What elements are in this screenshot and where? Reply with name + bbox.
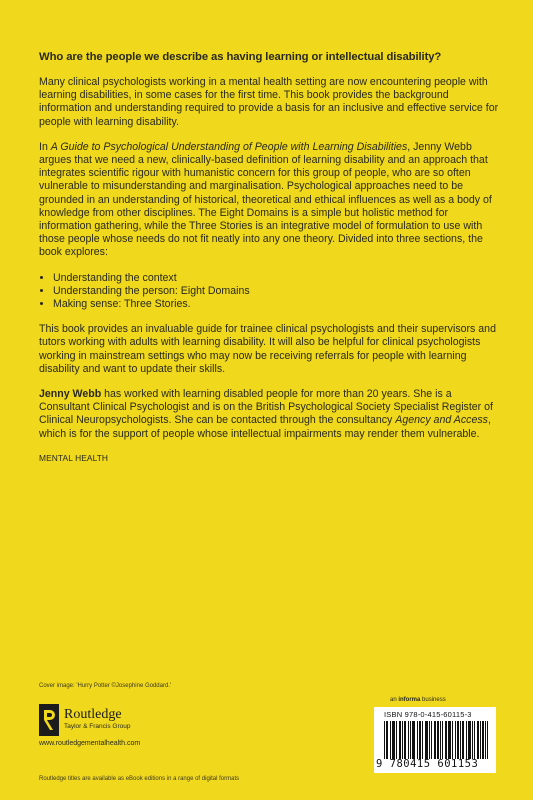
barcode-bar [450, 721, 451, 759]
barcode-bar [472, 721, 473, 759]
description-lead: In [39, 140, 51, 153]
description-paragraph [39, 141, 499, 260]
barcode-bar [477, 721, 478, 759]
barcode-bar [408, 721, 409, 759]
author-text-2: , which is for the support of people whose intellectual impairments may render them vulnerable. [39, 414, 491, 440]
informa-business: an informa business [390, 697, 446, 703]
barcode-bar [483, 721, 484, 759]
barcode-bar [412, 721, 413, 759]
list-item: • Understanding the context [53, 272, 499, 285]
barcode-bar [413, 721, 414, 759]
barcode-bar [460, 721, 461, 759]
barcode-bar [434, 721, 435, 759]
barcode-bar [404, 721, 405, 759]
barcode-bar [390, 721, 391, 759]
category-label: MENTAL HEALTH [39, 452, 109, 463]
barcode-bar [458, 721, 459, 759]
list-item: • Understanding the person: Eight Domains [53, 285, 499, 298]
barcode-bar [384, 721, 385, 759]
barcode-bar [440, 721, 441, 759]
barcode-bar [457, 721, 458, 759]
barcode-bar [417, 721, 418, 759]
intro-paragraph: Many clinical psychologists working in a mental health setting are now encountering people with learning disabilities, in some cases for the first time. This book provides the background information and understanding required to provide a basis for an inclusive and effective service for people with learning disability. [39, 76, 499, 128]
barcode-bar [420, 721, 421, 759]
publisher-website: www.routledgementalhealth.com [39, 740, 141, 747]
consultancy-name: Agency and Access [395, 414, 488, 427]
barcode-bar [396, 721, 397, 759]
barcode-bar [469, 721, 470, 759]
description-rest: , Jenny Webb argues that we need a new, clinically-based definition of learning disability and an approach that integrates scientific rigour with humanistic concern for this group of people, who are so often vulnerable to misunderstanding and marginalisation. Psychological approaches need to be grounded in an understanding of historical, theoretical and ethical influences as well as a body of knowledge from other disciplines. The Eight Domains is a simple but holistic method for information gathering, while the Three Stories is an integrative model of formulation to use with those people whose needs do not fit neatly into any one theory. Divided into three sections, the book explores: [39, 140, 492, 259]
barcode-bar [466, 721, 467, 759]
barcode-bar [392, 721, 393, 759]
barcode-bar [463, 721, 464, 759]
barcode-bar [402, 721, 403, 759]
barcode-bar [468, 721, 469, 759]
barcode-bar [455, 721, 456, 759]
headline: Who are the people we describe as having learning or intellectual disability? [39, 51, 442, 63]
barcode-bar [442, 721, 443, 759]
barcode-bar [452, 721, 453, 759]
barcode-bar [431, 721, 432, 759]
barcode-bar [386, 721, 387, 759]
barcode-bar [446, 721, 447, 759]
publisher-name: Routledge [64, 707, 122, 722]
barcode-bar [482, 721, 483, 759]
publisher-group: Taylor & Francis Group [64, 723, 131, 730]
barcode-bar [425, 721, 426, 759]
barcode-bar [400, 721, 401, 759]
barcode-bar [419, 721, 420, 759]
isbn-label: ISBN 978-0-415-60115-3 [384, 710, 472, 719]
list-item: • Making sense: Three Stories. [53, 298, 499, 311]
barcode-bar [414, 721, 415, 759]
barcode-bar [427, 721, 428, 759]
barcode-bar [429, 721, 430, 759]
ebook-note: Routledge titles are available as eBook editions in a range of digital formats [39, 776, 240, 782]
author-text-1: has worked with learning disabled people for more than 20 years. She is a Consultant Clinical Psychologist and is on the British Psychological Society Specialist Register of Clinical Neuropsychologists. She can be contacted through the consultancy [39, 388, 493, 427]
informa-word: informa [398, 697, 421, 703]
author-name: Jenny Webb [39, 388, 102, 401]
barcode-bar [399, 721, 400, 759]
barcode-icon [384, 721, 488, 759]
barcode-bar [445, 721, 446, 759]
barcode-bar [426, 721, 427, 759]
barcode-bar [448, 721, 449, 759]
audience-paragraph: This book provides an invaluable guide for trainee clinical psychologists and their supervisors and tutors working with adults with learning disability. It will also be helpful for clinical psychologists working in mainstream settings who may now be receiving referrals for people with learning disability and want to update their skills. [39, 323, 496, 375]
publisher-wordmark [64, 707, 130, 730]
barcode-number: 9 780415 601153 [376, 758, 479, 770]
bullet-list [39, 272, 499, 312]
barcode-bar [478, 721, 479, 759]
barcode-bar [438, 721, 439, 759]
author-bio [39, 388, 499, 441]
barcode-bar [394, 721, 395, 759]
routledge-logo-icon [39, 704, 59, 736]
barcode-bar [485, 721, 486, 759]
barcode-bar [487, 721, 488, 759]
barcode-bar [435, 721, 436, 759]
back-cover-text [39, 50, 499, 463]
barcode-bar [422, 721, 423, 759]
barcode-bar [405, 721, 406, 759]
cover-credit: Cover image: 'Hurry Potter ©Josephine Goddard.' [39, 683, 172, 689]
barcode-bar [480, 721, 481, 759]
barcode-bar [474, 721, 475, 759]
barcode-bar [393, 721, 394, 759]
barcode-bar [470, 721, 471, 759]
barcode-bar [449, 721, 450, 759]
barcode-bar [437, 721, 438, 759]
barcode-bar [387, 721, 388, 759]
barcode-bar [410, 721, 411, 759]
barcode-bar [462, 721, 463, 759]
book-title: A Guide to Psychological Understanding of People with Learning Disabilities [50, 140, 408, 153]
